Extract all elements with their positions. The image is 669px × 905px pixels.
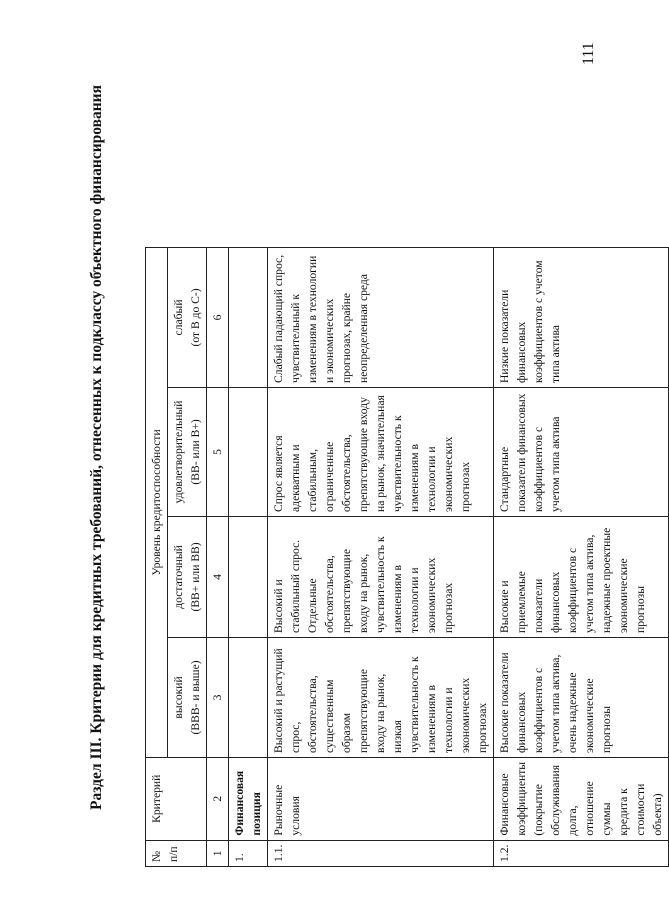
num-header: № п/п <box>146 840 207 866</box>
table-row <box>268 247 494 866</box>
empty-cell <box>229 247 268 387</box>
level-range: (BB- или B+) <box>189 419 202 485</box>
row-cell-satisfactory: Спрос является адекватным и стабильным, ограниченные обстоятельства, препятствующие входу на рынок, значительная чувствительность к изменениям в технологии и экономических прогнозах <box>268 387 494 516</box>
level-header-weak <box>168 247 207 387</box>
column-number: 6 <box>207 247 229 387</box>
row-cell-high: Высокие показатели финансовых коэффициентов с учетом типа актива, очень надежные экономические прогнозы <box>494 637 669 757</box>
empty-cell <box>229 637 268 757</box>
criteria-table <box>145 247 669 867</box>
header-row-1 <box>146 247 168 866</box>
criterion-header: Критерий <box>146 757 207 840</box>
section-title: Раздел III. Критерии для кредитных требований, отнесенных к подклассу объектного финансирования <box>88 85 105 810</box>
row-cell-sufficient: Высокий и стабильный спрос. Отдельные обстоятельства, препятствующие входу на рынок, чувствительность к изменениям в технологии и экономических прогнозах <box>268 516 494 637</box>
level-name: удовлетворительный <box>172 400 185 504</box>
row-number: 1.2. <box>494 840 669 866</box>
row-cell-weak: Слабый падающий спрос, чувствительный к изменениям в технологии и экономических прогнозах, крайне неопределенная среда <box>268 247 494 387</box>
table-row <box>494 247 669 866</box>
column-number: 3 <box>207 637 229 757</box>
page-number: 111 <box>580 42 597 65</box>
row-cell-sufficient: Высокие и приемлемые показатели финансовых коэффициентов с учетом типа актива, надежные проектные экономические прогнозы <box>494 516 669 637</box>
level-range: (BB+ или BB) <box>189 542 202 612</box>
column-number: 1 <box>207 840 229 866</box>
row-cell-high: Высокий и растущий спрос, обстоятельства, существенным образом препятствующие входу на рынок, низкая чувствительность к изменениям в технологии и экономических прогнозах <box>268 637 494 757</box>
row-criterion: Рыночные условия <box>268 757 494 840</box>
row-cell-satisfactory: Стандартные показатели финансовых коэффициентов с учетом типа актива <box>494 387 669 516</box>
level-name: достаточный <box>172 545 185 609</box>
empty-cell <box>229 516 268 637</box>
row-cell-weak: Низкие показатели финансовых коэффициентов с учетом типа актива <box>494 247 669 387</box>
section-number: 1. <box>229 840 268 866</box>
level-group-header: Уровень кредитоспособности <box>146 247 168 757</box>
level-range: (от B до C-) <box>189 288 202 347</box>
level-name: высокий <box>172 676 185 719</box>
column-number: 2 <box>207 757 229 840</box>
level-header-sufficient <box>168 516 207 637</box>
level-header-satisfactory <box>168 387 207 516</box>
row-criterion: Финансовые коэффициенты (покрытие обслуживания долга, отношение суммы кредита к стоимости объекта) <box>494 757 669 840</box>
column-number: 5 <box>207 387 229 516</box>
section-row <box>229 247 268 866</box>
column-number: 4 <box>207 516 229 637</box>
level-name: слабый <box>172 299 185 336</box>
section-label: Финансовая позиция <box>229 757 268 840</box>
empty-cell <box>229 387 268 516</box>
row-number: 1.1. <box>268 840 494 866</box>
level-range: (BBB- и выше) <box>189 660 202 735</box>
level-header-high <box>168 637 207 757</box>
column-number-row <box>207 247 229 866</box>
